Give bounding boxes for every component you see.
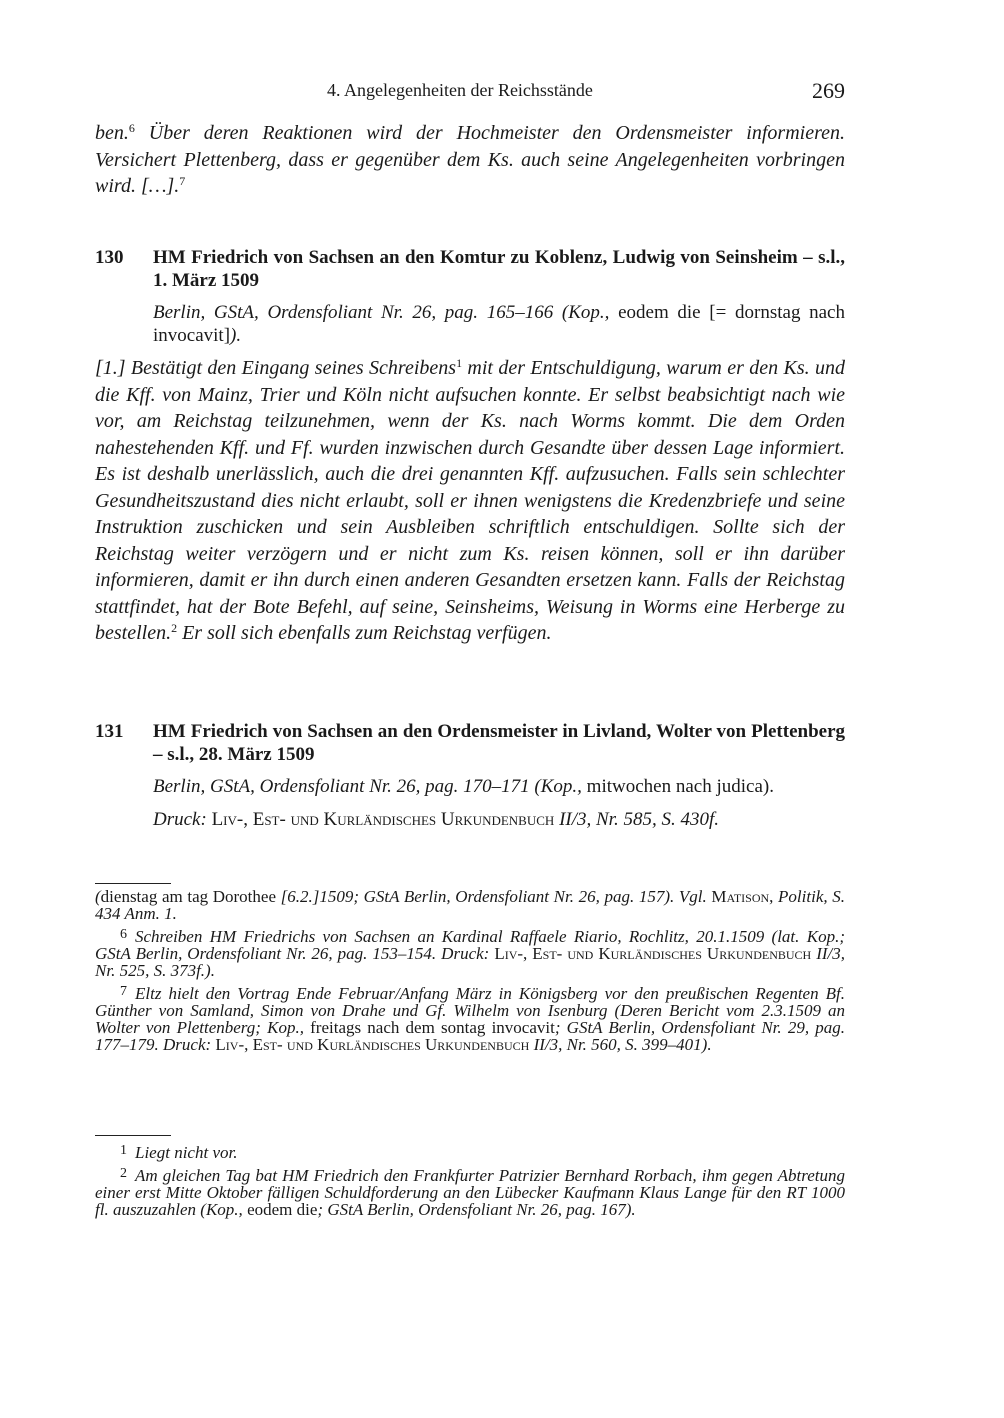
text: eodem die [= dornstag nach invocavit] [153,302,845,346]
footnote-divider [95,1135,171,1136]
footnote-ref[interactable]: 7 [179,174,186,188]
text: ; GStA Berlin, Ordensfoliant Nr. 29, pag. 177–179. Druck: [95,1018,845,1054]
entry-heading [95,246,845,292]
text: Liv-, Est- und Kurländisches Urkundenbuch [211,1035,530,1054]
entry-number: 130 [95,247,124,268]
footnote-ref[interactable]: 6 [128,121,135,135]
footnote-continued [95,888,845,922]
source-citation [153,301,845,347]
text: Berlin, GStA, Ordensfoliant Nr. 26, pag. 165–166 (Kop., [153,302,610,323]
footnote-number: 6 [120,927,127,942]
text: freitags nach dem sontag invocavit [303,1018,555,1037]
text: Über deren Reaktionen wird der Hochmeister den Ordensmeister informieren. Versichert Plettenberg, dass er gegenüber dem Ks. auch seine Angelegenheiten vorbringen wird. […]. [95,122,845,197]
text: II/3, Nr. 525, S. 373f.). [95,944,846,980]
text: ( [95,887,101,906]
text: Matison, [706,887,774,906]
text: ; GStA Berlin, Ordensfoliant Nr. 26, pag. 167). [317,1200,636,1219]
text: II/3, Nr. 560, S. 399–401). [529,1035,712,1054]
footnote-2 [95,1165,845,1218]
text: ben. [95,122,129,144]
footnote-number: 2 [120,1166,127,1181]
text: mitwochen nach judica). [581,776,774,797]
text: Liv-, Est- und Kurländisches Urkundenbuch [489,944,812,963]
text: Am gleichen Tag bat HM Friedrich den Frankfurter Patrizier Bernhard Rorbach, ihm gegen Abtretung einer erst Mitte Oktober fälligen Schuldforderung an den Lübecker Kaufmann Klaus Lange für den RT 1000 fl. auszuzahlen (Kop., [95,1166,845,1219]
footnote-divider [95,883,171,884]
footnote-number: 7 [120,984,127,999]
footnote-7 [95,983,845,1053]
footnote-ref[interactable]: 1 [456,356,463,370]
footnote-1 [95,1142,845,1161]
text: [1.] Bestätigt den Eingang seines Schreibens [95,357,457,379]
footnote-6 [95,926,845,979]
text: ). [230,325,242,346]
entry-130 [95,246,845,647]
text: Er soll sich ebenfalls zum Reichstag verfügen. [177,622,552,644]
text: Berlin, GStA, Ordensfoliant Nr. 26, pag. 170–171 (Kop., [153,776,582,797]
page-number: 269 [812,78,845,103]
text: Schreiben HM Friedrichs von Sachsen an Kardinal Raffaele Riario, Rochlitz, 20.1.1509 (lat. Kop.; GStA Berlin, Ordensfoliant Nr. 26, pag. 153–154. Druck: [95,927,845,963]
text: Druck: [153,809,207,830]
text: II/3, Nr. 585, S. 430f. [554,809,719,830]
source-citation [153,775,845,798]
entry-title: HM Friedrich von Sachsen an den Komtur zu Koblenz, Ludwig von Seinsheim – s.l., 1. März 1509 [153,247,845,291]
text: Eltz hielt den Vortrag Ende Februar/Anfang März in Königsberg vor den preußischen Regenten Bf. Günther von Samland, Simon von Drahe und Gf. Wilhelm von Isenburg (Deren Bericht vom 2.3.1509 an Wolter von Plettenberg; Kop., [95,984,845,1037]
footnote-ref[interactable]: 2 [171,621,178,635]
entry-number: 131 [95,721,124,742]
entry-title: HM Friedrich von Sachsen an den Ordensmeister in Livland, Wolter von Plettenberg – s.l., 28. März 1509 [153,721,845,765]
text: [6.2.]1509; GStA Berlin, Ordensfoliant Nr. 26, pag. 157). Vgl. [276,887,707,906]
text: dienstag am tag Dorothee [100,887,276,906]
text: mit der Entschuldigung, warum er den Ks. und die Kff. von Mainz, Trier und Köln nicht aufsuchen konnte. Er selbst beabsichtigt nach wie vor, am Reichstag teilzunehmen, wenn der Ks. nach Worms kommt. Die dem Orden nahestehenden Kff. und Ff. wurden inzwischen durch Gesandte über dessen Lage informiert. Es ist deshalb unerlässlich, auch die drei genannten Kff. aufzusuchen. Falls sein schlechter Gesundheitszustand dies nicht erlaubt, soll er ihnen wenigstens die Kredenzbriefe und seine Instruktion zuschicken und sein Ausbleiben schriftlich entschuldigen. Sollte sich der Reichstag weiter verzögern und er nicht zum Ks. reisen können, soll er ihn darüber informieren, damit er ihn durch einen anderen Gesandten ersetzen kann. Falls der Reichstag stattfindet, hat der Bote Befehl, auf seine, Seinsheims, Weisung in Worms eine Herberge zu bestellen. [95,357,845,644]
text: eodem die [242,1200,318,1219]
running-title: 4. Angelegenheiten der Reichsstände [327,80,593,100]
footnote-number: 1 [120,1143,127,1158]
regest-paragraph [95,355,845,647]
footnotes-lower [95,1135,845,1222]
text: Politik, S. 434 Anm. 1. [95,887,845,923]
entry-heading [95,720,845,766]
text: Liegt nicht vor. [135,1143,238,1162]
print-citation [153,808,845,831]
intro-paragraph [95,120,845,200]
footnotes-upper [95,883,845,1057]
text: Liv-, Est- und Kurländisches Urkundenbuch [206,809,555,830]
entry-131 [95,720,845,831]
